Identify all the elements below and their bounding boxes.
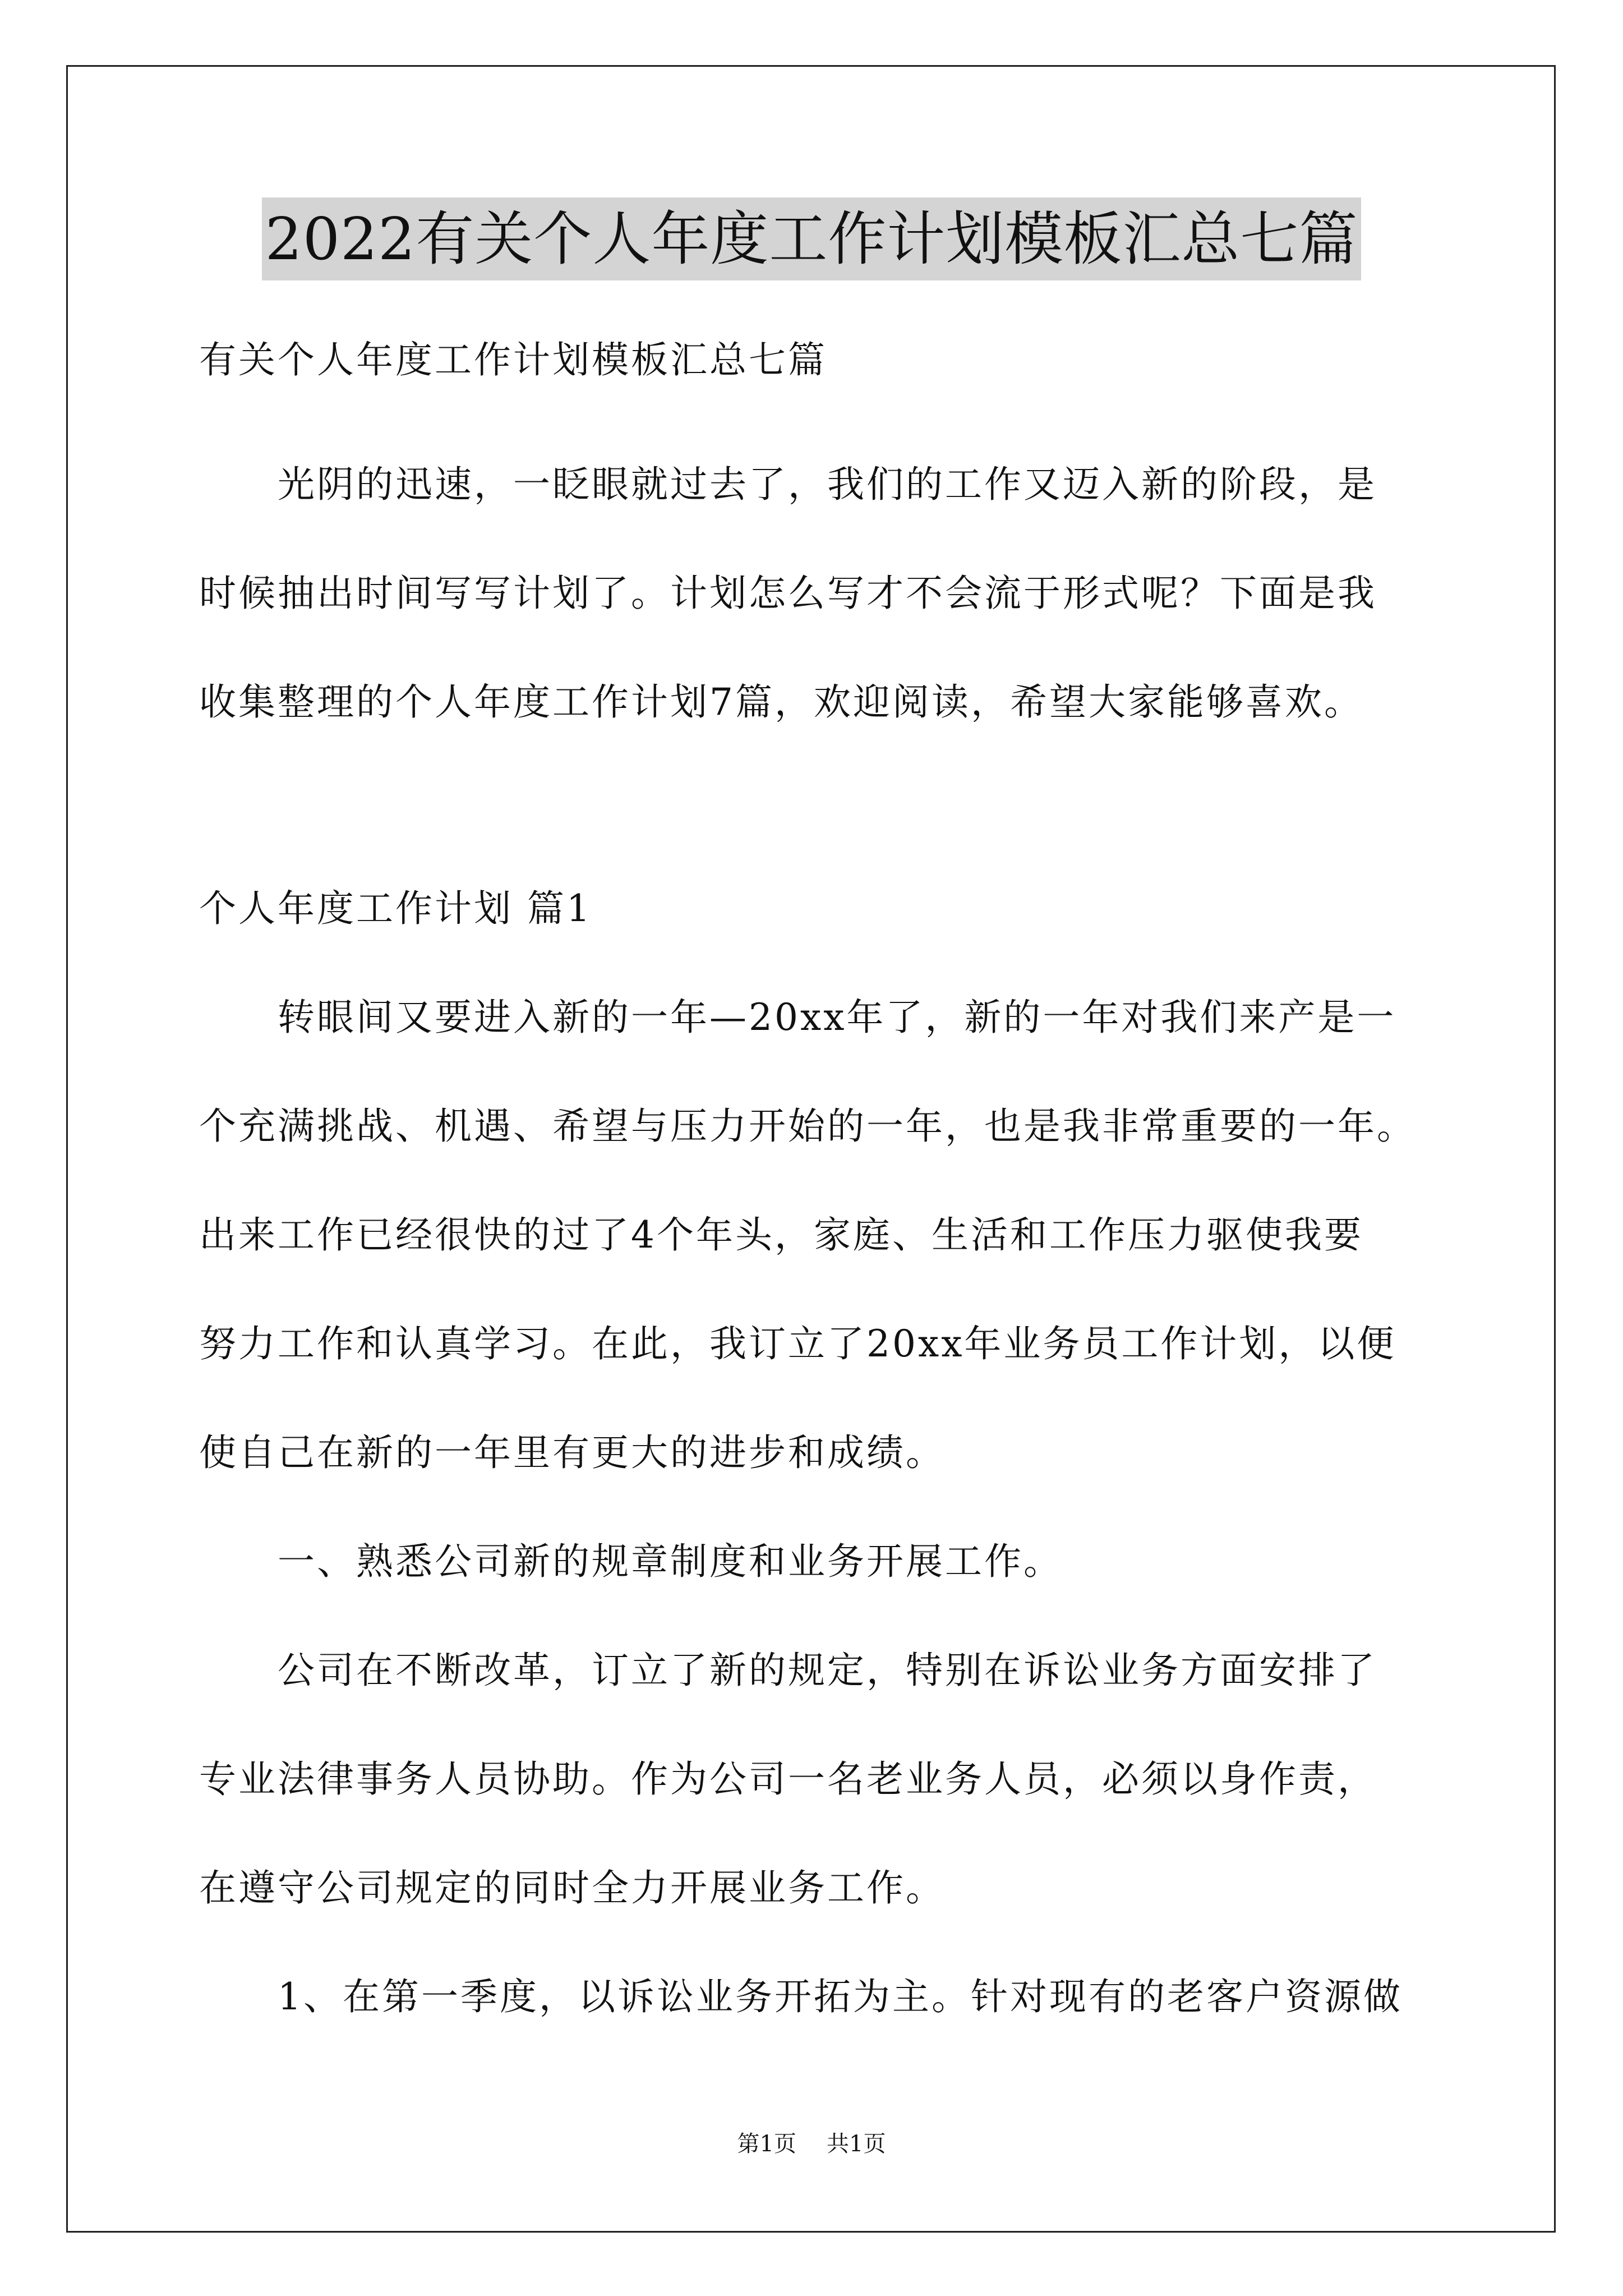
body-line: 在遵守公司规定的同时全力开展业务工作。: [199, 1866, 945, 1910]
body-line: 使自己在新的一年里有更大的进步和成绩。: [199, 1431, 945, 1474]
subtitle-line: 有关个人年度工作计划模板汇总七篇: [199, 338, 827, 381]
body-line: 光阴的迅速，一眨眼就过去了，我们的工作又迈入新的阶段，是: [278, 463, 1377, 506]
section-heading: 个人年度工作计划 篇1: [199, 887, 592, 930]
document-title: 2022有关个人年度工作计划模板汇总七篇: [262, 197, 1362, 280]
body-line: 专业法律事务人员协助。作为公司一名老业务人员，必须以身作责，: [199, 1757, 1377, 1801]
body-line: 出来工作已经很快的过了4个年头，家庭、生活和工作压力驱使我要: [199, 1213, 1363, 1257]
page-footer: [0, 2128, 1623, 2160]
page-total: 共1页: [827, 2131, 886, 2157]
body-line: 一、熟悉公司新的规章制度和业务开展工作。: [278, 1540, 1063, 1583]
body-line: 转眼间又要进入新的一年—20xx年了，新的一年对我们来产是一: [278, 996, 1396, 1039]
body-line: 收集整理的个人年度工作计划7篇，欢迎阅读，希望大家能够喜欢。: [199, 680, 1363, 724]
title-container: [0, 197, 1623, 280]
body-line: 时候抽出时间写写计划了。计划怎么写才不会流于形式呢？下面是我: [199, 572, 1377, 615]
body-line: 个充满挑战、机遇、希望与压力开始的一年，也是我非常重要的一年。: [199, 1105, 1416, 1148]
body-line: 公司在不断改革，订立了新的规定，特别在诉讼业务方面安排了: [278, 1649, 1377, 1692]
page-number: 第1页: [737, 2131, 796, 2157]
body-line: 努力工作和认真学习。在此，我订立了20xx年业务员工作计划，以便: [199, 1322, 1396, 1365]
body-line: 1、在第一季度，以诉讼业务开拓为主。针对现有的老客户资源做: [278, 1975, 1403, 2018]
